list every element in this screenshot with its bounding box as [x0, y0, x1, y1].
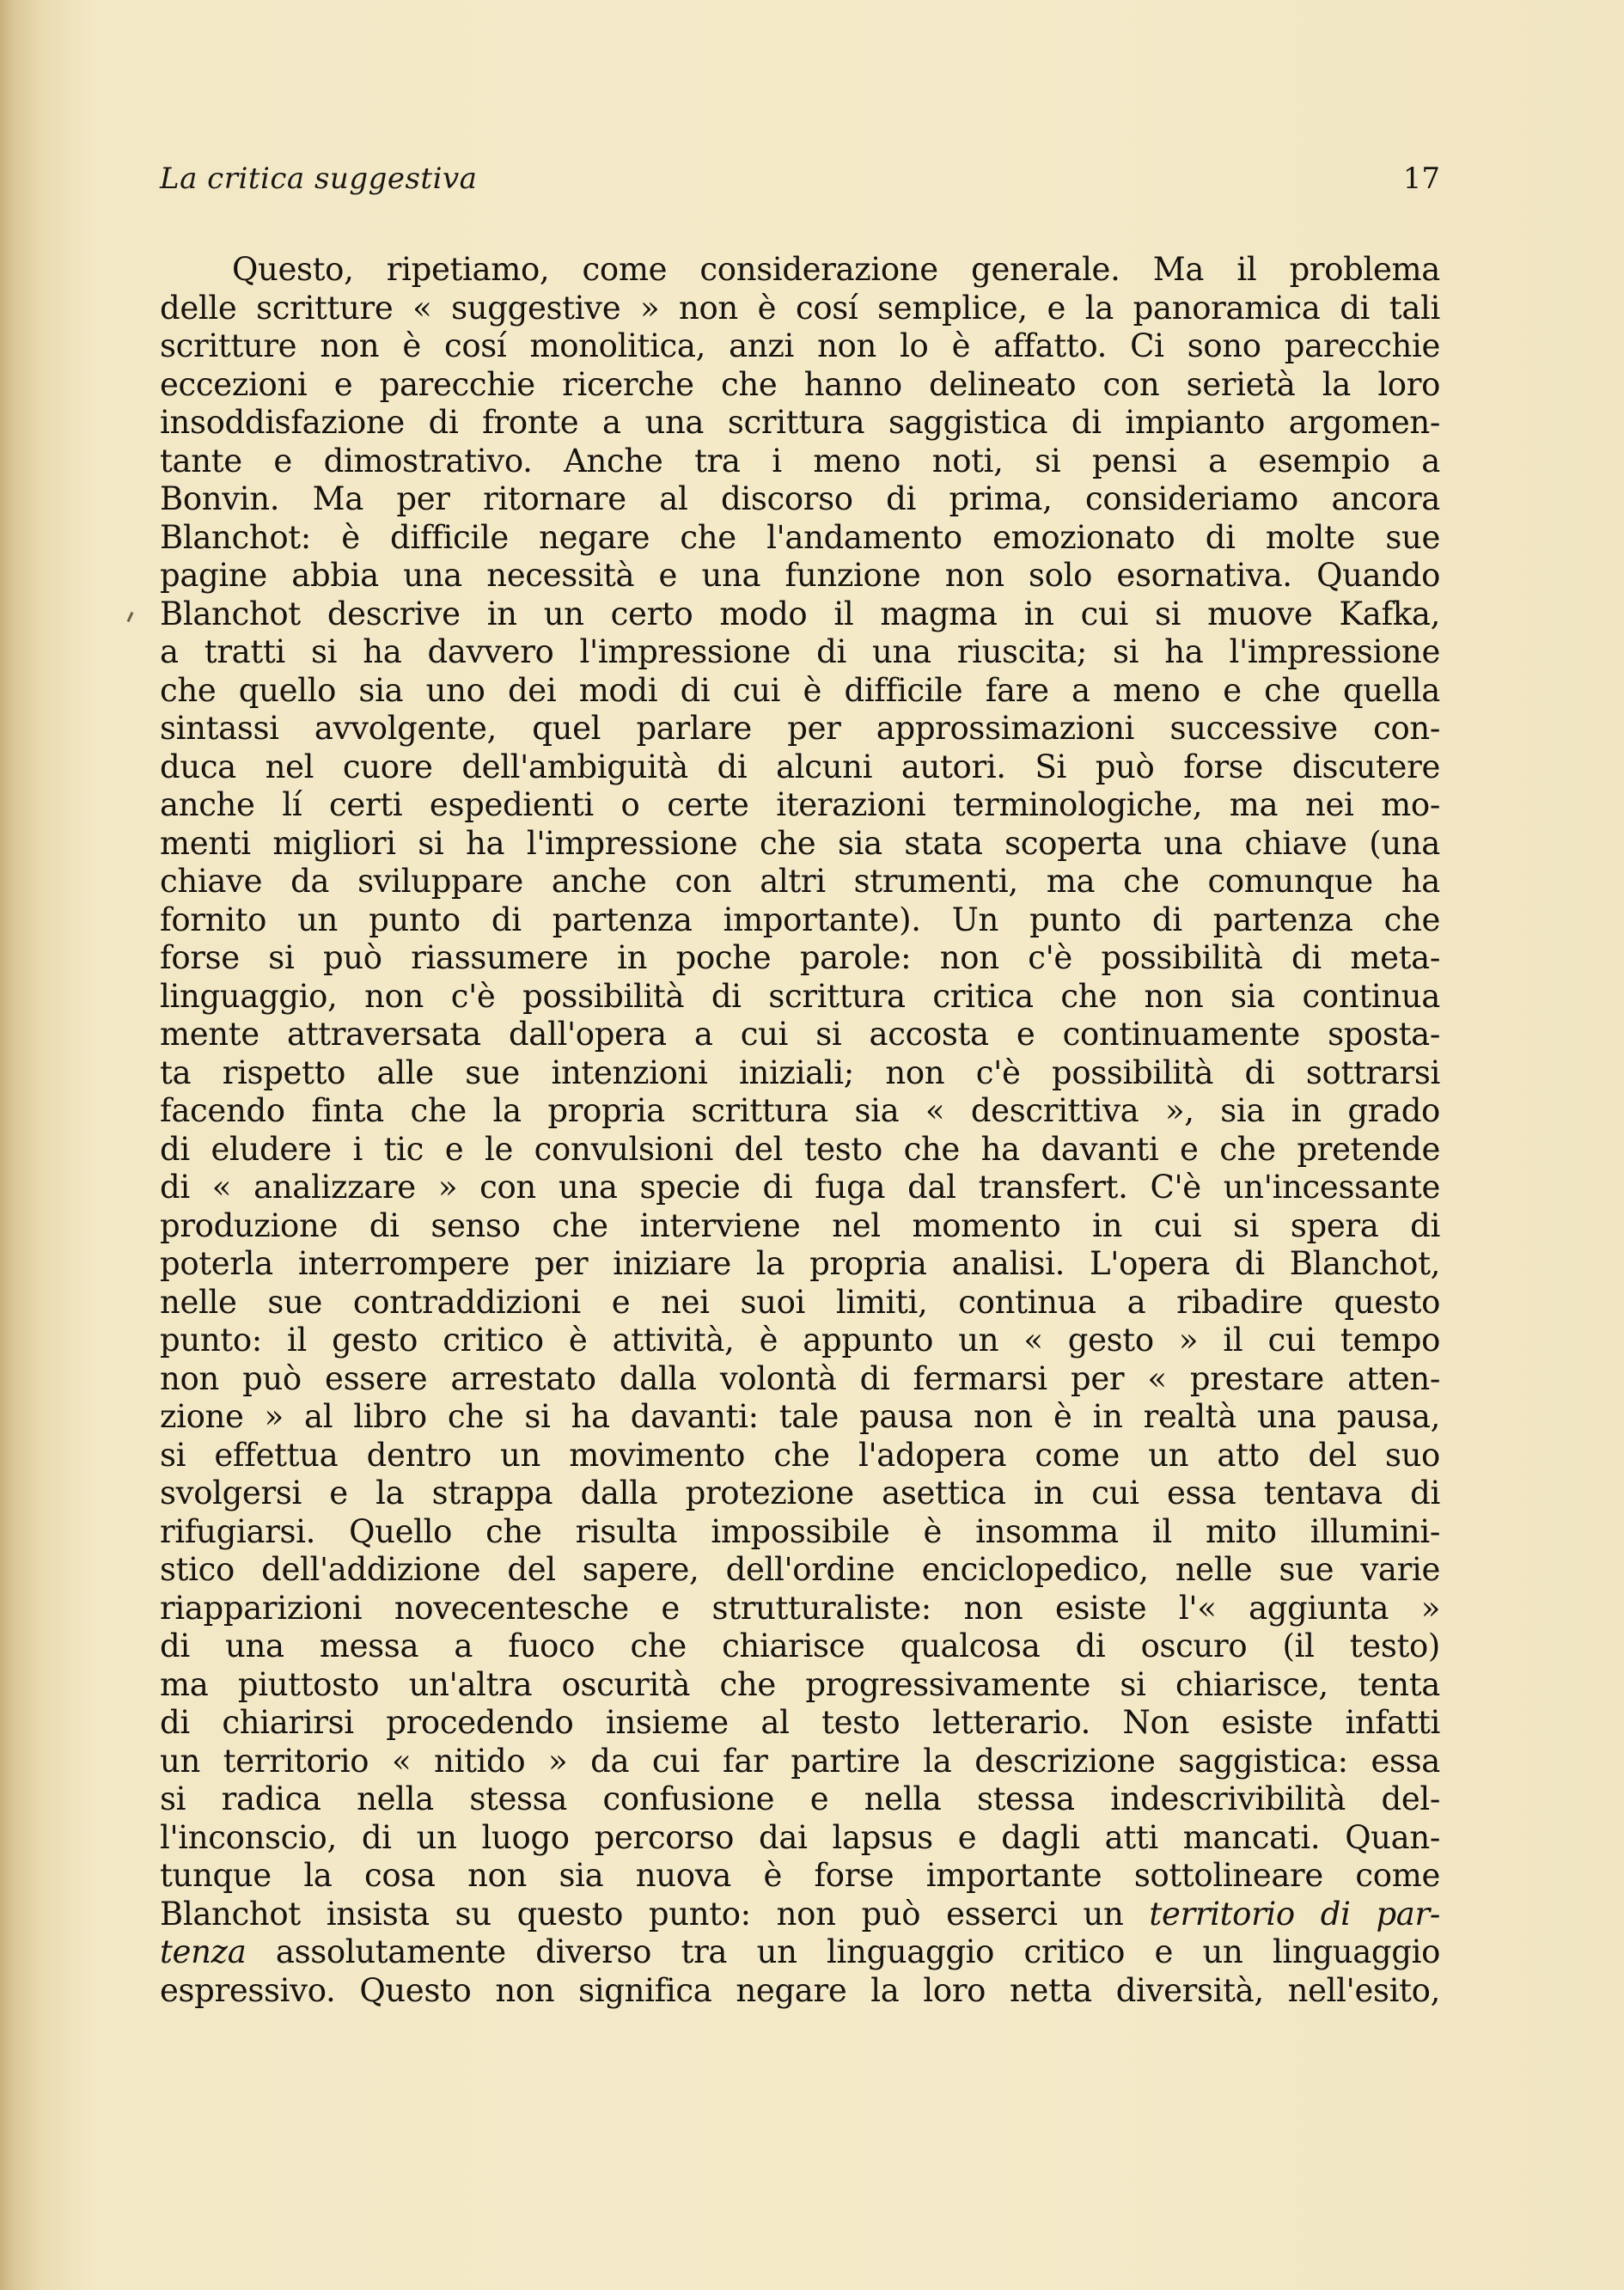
- text-line: che quello sia uno dei modi di cui è difficile fare a meno e che quella: [160, 671, 1440, 709]
- text-line: anche lí certi espedienti o certe iterazioni terminologiche, ma nei mo-: [160, 786, 1440, 823]
- running-head: [160, 162, 1440, 205]
- text-line: eccezioni e parecchie ricerche che hanno delineato con serietà la loro: [160, 365, 1440, 403]
- text-line: menti migliori si ha l'impressione che sia stata scoperta una chiave (una: [160, 824, 1440, 862]
- text-line: insoddisfazione di fronte a una scrittura saggistica di impianto argomen-: [160, 404, 1440, 441]
- text-line: fornito un punto di partenza importante). Un punto di partenza che: [160, 901, 1440, 938]
- text-segment: assolutamente diverso tra un linguaggio critico e un linguaggio: [246, 1933, 1440, 1970]
- running-title: La critica suggestiva: [160, 162, 478, 196]
- text-line: espressivo. Questo non significa negare la loro netta diversità, nell'esito,: [160, 1971, 1440, 2009]
- italic-phrase: territorio di par-: [1149, 1895, 1440, 1933]
- text-line: a tratti si ha davvero l'impressione di una riuscita; si ha l'impressione: [160, 633, 1440, 670]
- text-line: si radica nella stessa confusione e nella stessa indescrivibilità del-: [160, 1780, 1440, 1817]
- text-line: tante e dimostrativo. Anche tra i meno noti, si pensi a esempio a: [160, 442, 1440, 479]
- page-number: 17: [1402, 162, 1440, 196]
- text-line-with-italic: [160, 1896, 1440, 1934]
- text-line: nelle sue contraddizioni e nei suoi limiti, continua a ribadire questo: [160, 1283, 1440, 1321]
- text-line: si effettua dentro un movimento che l'adopera come un atto del suo: [160, 1436, 1440, 1474]
- text-line: non può essere arrestato dalla volontà di fermarsi per « prestare atten-: [160, 1359, 1440, 1397]
- text-line: svolgersi e la strappa dalla protezione asettica in cui essa tentava di: [160, 1475, 1440, 1511]
- body-text: [160, 251, 1440, 2010]
- text-line: mente attraversata dall'opera a cui si accosta e continuamente sposta-: [160, 1016, 1440, 1053]
- text-line: forse si può riassumere in poche parole: non c'è possibilità di meta-: [160, 939, 1440, 976]
- text-line: sintassi avvolgente, quel parlare per approssimazioni successive con-: [160, 710, 1440, 747]
- text-line: Bonvin. Ma per ritornare al discorso di prima, consideriamo ancora: [160, 480, 1440, 517]
- text-line: ta rispetto alle sue intenzioni iniziali; non c'è possibilità di sottrarsi: [160, 1053, 1440, 1091]
- text-line: zione » al libro che si ha davanti: tale pausa non è in realtà una pausa,: [160, 1398, 1440, 1435]
- text-line: Questo, ripetiamo, come considerazione generale. Ma il problema: [232, 251, 1440, 288]
- text-line: produzione di senso che interviene nel momento in cui si spera di: [160, 1206, 1440, 1244]
- text-line: chiave da sviluppare anche con altri strumenti, ma che comunque ha: [160, 863, 1440, 900]
- text-line: riapparizioni novecentesche e strutturaliste: non esiste l'« aggiunta »: [160, 1589, 1440, 1627]
- italic-phrase: tenza: [160, 1933, 247, 1970]
- text-line: Blanchot: è difficile negare che l'andamento emozionato di molte sue: [160, 518, 1440, 556]
- text-line: delle scritture « suggestive » non è cosí semplice, e la panoramica di tali: [160, 289, 1440, 327]
- text-line: di « analizzare » con una specie di fuga dal transfert. C'è un'incessante: [160, 1169, 1440, 1206]
- text-line: di eludere i tic e le convulsioni del testo che ha davanti e che pretende: [160, 1130, 1440, 1168]
- text-line: di una messa a fuoco che chiarisce qualcosa di oscuro (il testo): [160, 1627, 1440, 1664]
- text-line: stico dell'addizione del sapere, dell'ordine enciclopedico, nelle sue varie: [160, 1551, 1440, 1588]
- text-line: poterla interrompere per iniziare la propria analisi. L'opera di Blanchot,: [160, 1245, 1440, 1282]
- text-line: di chiarirsi procedendo insieme al testo letterario. Non esiste infatti: [160, 1704, 1440, 1741]
- text-line: facendo finta che la propria scrittura sia « descrittiva », sia in grado: [160, 1092, 1440, 1129]
- text-line: ma piuttosto un'altra oscurità che progressivamente si chiarisce, tenta: [160, 1665, 1440, 1703]
- text-line: punto: il gesto critico è attività, è appunto un « gesto » il cui tempo: [160, 1322, 1440, 1359]
- text-line: linguaggio, non c'è possibilità di scrittura critica che non sia continua: [160, 977, 1440, 1015]
- text-line: l'inconscio, di un luogo percorso dai lapsus e dagli atti mancati. Quan-: [160, 1818, 1440, 1856]
- margin-mark: [127, 612, 134, 622]
- text-line: duca nel cuore dell'ambiguità di alcuni autori. Si può forse discutere: [160, 748, 1440, 785]
- text-line: scritture non è cosí monolitica, anzi non lo è affatto. Ci sono parecchie: [160, 327, 1440, 364]
- text-line: tunque la cosa non sia nuova è forse importante sottolineare come: [160, 1857, 1440, 1894]
- text-line: pagine abbia una necessità e una funzione non solo esornativa. Quando: [160, 557, 1440, 594]
- text-line-with-italic: [160, 1933, 1440, 1972]
- text-line: un territorio « nitido » da cui far partire la descrizione saggistica: essa: [160, 1742, 1440, 1780]
- text-line: Blanchot descrive in un certo modo il magma in cui si muove Kafka,: [160, 595, 1440, 632]
- text-line: rifugiarsi. Quello che risulta impossibile è insomma il mito illumini-: [160, 1512, 1440, 1550]
- text-segment: Blanchot insista su questo punto: non può esserci un: [160, 1895, 1150, 1933]
